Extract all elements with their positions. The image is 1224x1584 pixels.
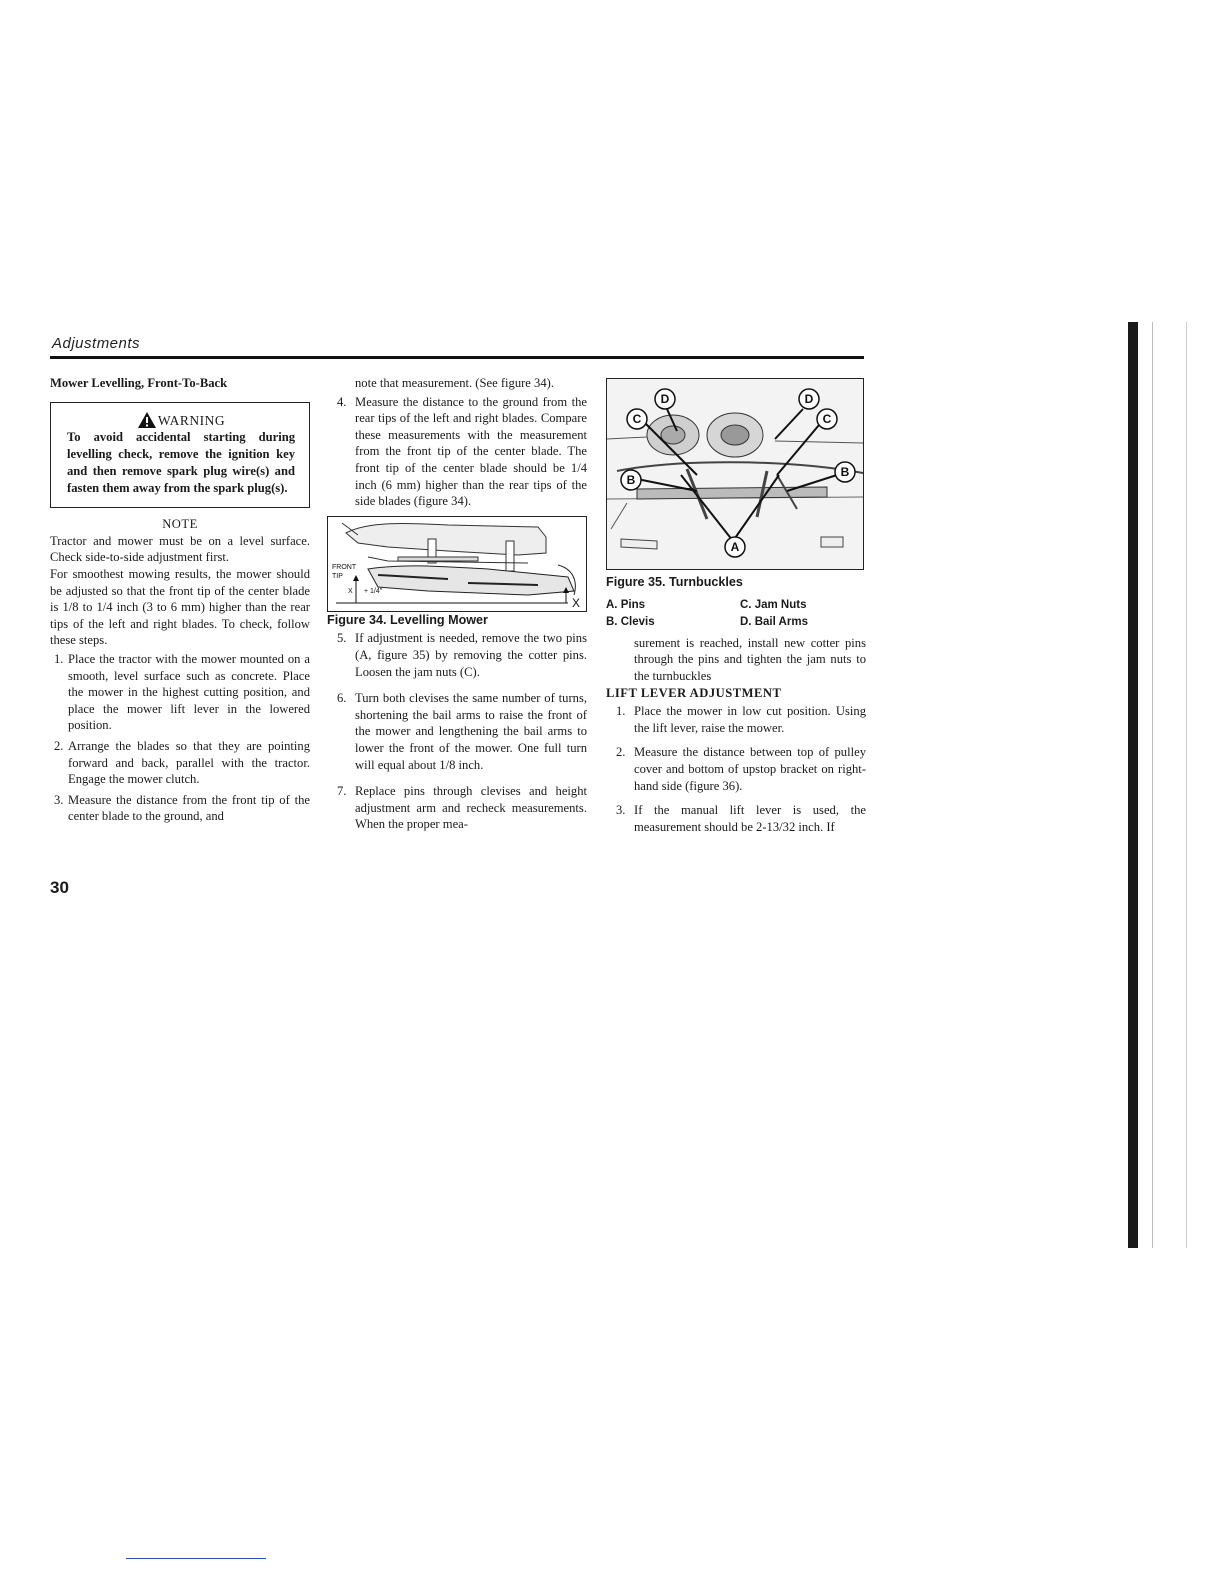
step-text: If adjustment is needed, remove the two pins (A, figure 35) by removing the cotter pins. Loosen the jam nuts (C). xyxy=(355,631,587,679)
section-title: Adjustments xyxy=(52,335,141,352)
continuation-text: surement is reached, install new cotter pins through the pins and tighten the jam nuts to the turnbuckles xyxy=(634,635,866,683)
step-number: 2. xyxy=(616,745,626,760)
figure-35-legend xyxy=(606,597,866,631)
legend-item: D. Bail Arms xyxy=(740,616,808,629)
list-item xyxy=(327,394,587,510)
figure-34-caption: Figure 34. Levelling Mower xyxy=(327,612,488,627)
header-rule xyxy=(50,356,864,359)
step-number: 7. xyxy=(337,784,347,799)
column-1 xyxy=(50,375,310,829)
figure-35-caption: Figure 35. Turnbuckles xyxy=(606,575,743,589)
callout-b-right: B xyxy=(840,465,850,479)
list-item xyxy=(50,792,310,825)
intro-paragraph: For smoothest mowing results, the mower should be adjusted so that the front tip of the center blade is 1/8 to 1/4 inch (3 to 6 mm) higher than the rear tips of the left and right blades. To check, follow these steps. xyxy=(50,566,310,648)
list-item xyxy=(50,651,310,734)
step-number: 2. xyxy=(54,738,64,753)
legend-item: A. Pins xyxy=(606,598,645,611)
callout-c-right: C xyxy=(822,412,832,426)
warning-text: To avoid accidental starting during levelling check, remove the ignition key and then remove spark plug wire(s) and fasten them away from the spark plug(s). xyxy=(67,430,295,496)
step-text: Measure the distance from the front tip of the center blade to the ground, and xyxy=(68,792,310,824)
page-number: 30 xyxy=(50,878,69,897)
legend-item: C. Jam Nuts xyxy=(740,598,807,611)
column-3 xyxy=(606,375,866,843)
warning-box xyxy=(50,402,310,509)
scan-edge-line xyxy=(1186,322,1187,1248)
scan-bottom-line xyxy=(126,1558,266,1559)
callout-c-left: C xyxy=(632,412,642,426)
legend-item: B. Clevis xyxy=(606,616,655,629)
list-item xyxy=(606,744,866,794)
steps-list xyxy=(606,703,866,835)
tip-label: TIP xyxy=(332,572,343,580)
list-item xyxy=(606,802,866,835)
turnbuckles-photo xyxy=(607,379,863,569)
section-heading: Mower Levelling, Front-To-Back xyxy=(50,376,228,390)
list-item xyxy=(327,630,587,680)
step-text: Turn both clevises the same number of turns, shortening the bail arms to raise the front of the mower and lengthening the bail arms to lower the front of the mower. One full turn will equal about 1/8 inch. xyxy=(355,691,587,772)
step-text: Place the tractor with the mower mounted on a smooth, level surface such as concrete. Place the mower in the highest cutting position, and place the mower lift lever in the lowered position. xyxy=(68,651,310,733)
step-number: 1. xyxy=(54,651,64,666)
list-item xyxy=(50,738,310,788)
step-number: 4. xyxy=(337,394,347,409)
figure-35 xyxy=(606,378,864,570)
step-text: Measure the distance to the ground from the rear tips of the left and right blades. Compare these measurements with the measurement from the front tip of the center blade. The front tip of the center blade should be 1/4 inch (6 mm) higher than the rear tips of the side blades (figure 34). xyxy=(355,394,587,509)
warning-title: WARNING xyxy=(157,412,226,428)
continuation-text: note that measurement. (See figure 34). xyxy=(355,376,554,390)
levelling-mower-illustration xyxy=(328,517,586,611)
warning-triangle-icon xyxy=(137,411,157,429)
note-title: NOTE xyxy=(162,517,198,532)
step-text: Place the mower in low cut position. Using the lift lever, raise the mower. xyxy=(634,704,866,735)
step-number: 1. xyxy=(616,704,626,719)
list-item xyxy=(606,703,866,736)
steps-list xyxy=(50,651,310,825)
callout-b-left: B xyxy=(626,473,636,487)
step-number: 3. xyxy=(54,792,64,807)
step-number: 5. xyxy=(337,631,347,646)
warning-title-line xyxy=(67,411,295,430)
step-text: Replace pins through clevises and height adjustment arm and recheck measurements. When the proper mea- xyxy=(355,784,587,832)
step-text: If the manual lift lever is used, the measurement should be 2-13/32 inch. If xyxy=(634,803,866,834)
callout-d-right: D xyxy=(804,392,814,406)
step-number: 6. xyxy=(337,691,347,706)
dimension-label: + 1/4" xyxy=(364,587,383,595)
scan-edge-bar xyxy=(1128,322,1138,1248)
front-label: FRONT xyxy=(332,563,357,571)
figure-34 xyxy=(327,516,587,612)
column-2 xyxy=(327,375,587,843)
step-number: 3. xyxy=(616,803,626,818)
steps-list xyxy=(327,630,587,833)
step-text: Measure the distance between top of pulley cover and bottom of upstop bracket on right-hand side (figure 36). xyxy=(634,745,866,793)
step-text: Arrange the blades so that they are pointing forward and back, parallel with the tractor. Engage the mower clutch. xyxy=(68,738,310,787)
list-item xyxy=(327,783,587,833)
x-right-label: X xyxy=(572,595,581,610)
scan-edge-line xyxy=(1152,322,1153,1248)
list-item xyxy=(327,690,587,773)
note-text: Tractor and mower must be on a level surface. Check side-to-side adjustment first. xyxy=(50,533,310,565)
x-left-label: X xyxy=(348,587,353,595)
lift-lever-heading: LIFT LEVER ADJUSTMENT xyxy=(606,685,782,700)
steps-list xyxy=(327,394,587,510)
callout-a: A xyxy=(730,540,740,554)
callout-d-left: D xyxy=(660,392,670,406)
